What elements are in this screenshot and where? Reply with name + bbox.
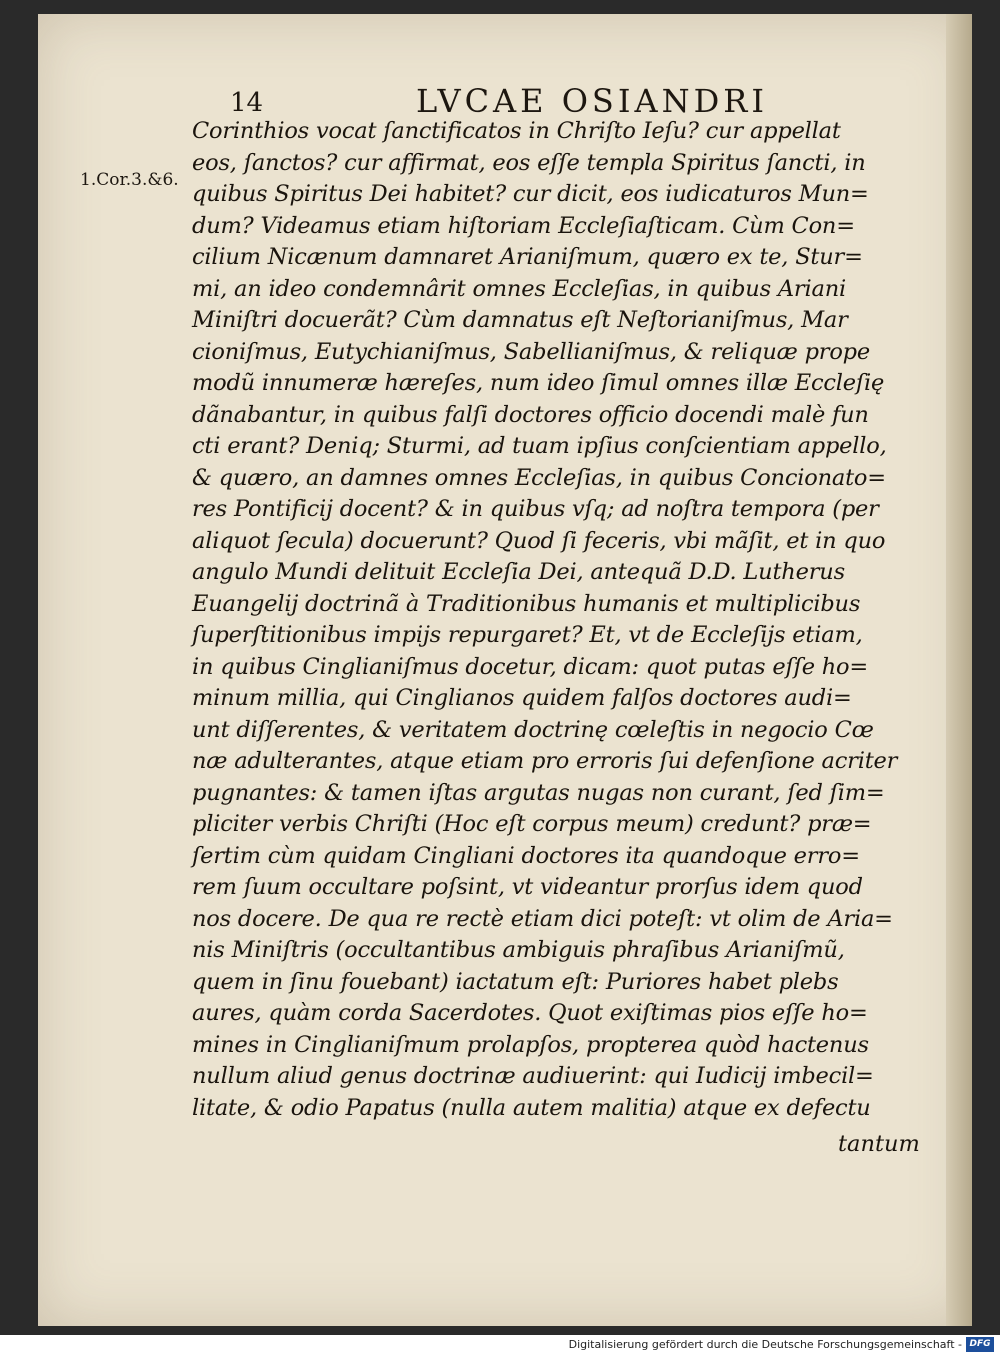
text-line: Euangelij doctrinã à Traditionibus humanis et multiplicibus — [192, 590, 861, 617]
text-line: & quæro, an damnes omnes Eccleſias, in quibus Concionato= — [192, 464, 886, 491]
text-line: ſertim cùm quidam Cingliani doctores ita quandoque erro= — [192, 842, 860, 869]
text-line: nos docere. De qua re rectè etiam dici poteſt: vt olim de Aria= — [192, 905, 893, 932]
footer-bar — [0, 1335, 1000, 1355]
catchword: tantum — [838, 1131, 920, 1157]
text-line: cilium Nicænum damnaret Arianiſmum, quæro ex te, Stur= — [192, 244, 863, 270]
text-line: aliquot ſecula) docuerunt? Quod ſi feceris, vbi mãſit, et in quo — [192, 527, 886, 554]
text-line: quem in ſinu fouebant) iactatum eſt: Puriores habet plebs — [192, 968, 839, 995]
text-line: mi, an ideo condemnârit omnes Eccleſias, in quibus Ariani — [192, 275, 846, 302]
text-line: ſuperſtitionibus impijs repurgaret? Et, vt de Eccleſijs etiam, — [192, 622, 863, 648]
text-line: mines in Cinglianiſmum prolapſos, propterea quòd hactenus — [192, 1031, 869, 1058]
page-header — [38, 76, 972, 120]
running-head: LVCAE OSIANDRI — [416, 82, 768, 120]
text-line: Corinthios vocat ſanctificatos in Chriſto Ieſu? cur appellat — [192, 118, 841, 144]
text-line: quibus Spiritus Dei habitet? cur dicit, eos iudicaturos Mun= — [192, 181, 869, 207]
text-line: næ adulterantes, atque etiam pro erroris ſui defenſione acriter — [192, 748, 898, 774]
text-line: eos, ſanctos? cur affirmat, eos eſſe templa Spiritus ſancti, in — [192, 149, 866, 176]
text-line: nis Miniſtris (occultantibus ambiguis phraſibus Arianiſmũ, — [192, 937, 845, 963]
text-line: unt diſſerentes, & veritatem doctrinę cœleſtis in negocio Cœ — [192, 716, 874, 743]
text-line: angulo Mundi delituit Eccleſia Dei, antequã D.D. Lutherus — [192, 559, 845, 585]
text-line: cioniſmus, Eutychianiſmus, Sabellianiſmus, & reliquæ prope — [192, 338, 871, 365]
text-line: in quibus Cinglianiſmus docetur, dicam: quot putas eſſe ho= — [192, 653, 869, 680]
text-line: res Pontificij docent? & in quibus vſq; ad noſtra tempora (per — [192, 496, 879, 522]
page-gutter-shadow — [946, 14, 972, 1326]
text-line: modũ innumeræ hæreſes, num ideo ſimul omnes illæ Eccleſię — [192, 370, 885, 396]
text-line: pliciter verbis Chriſti (Hoc eſt corpus meum) credunt? præ= — [192, 811, 872, 837]
text-line: Miniſtri docuerãt? Cùm damnatus eſt Neſtorianiſmus, Mar — [192, 307, 848, 333]
text-line: dãnabantur, in quibus falſi doctores officio docendi malè fun — [192, 401, 869, 428]
text-line: cti erant? Deniq; Sturmi, ad tuam ipſius conſcientiam appello, — [192, 433, 887, 459]
body-text — [192, 116, 898, 1124]
margin-note: 1.Cor.3.&6. — [80, 170, 179, 190]
text-line: aures, quàm corda Sacerdotes. Quot exiſtimas pios eſſe ho= — [192, 1000, 868, 1026]
text-line: pugnantes: & tamen iſtas argutas nugas non curant, ſed ſim= — [192, 779, 885, 806]
page-number: 14 — [230, 88, 264, 118]
text-line: dum? Videamus etiam hiſtoriam Eccleſiaſticam. Cùm Con= — [192, 212, 855, 239]
text-line: minum millia, qui Cinglianos quidem falſos doctores audi= — [192, 685, 852, 711]
text-line: rem ſuum occultare poſsint, vt videantur prorſus idem quod — [192, 874, 863, 900]
text-line: nullum aliud genus doctrinæ audiuerint: qui Iudicij imbecil= — [192, 1063, 874, 1089]
text-line: litate, & odio Papatus (nulla autem malitia) atque ex defectu — [192, 1094, 871, 1121]
dfg-logo-icon: DFG — [966, 1337, 994, 1352]
footer-credit: Digitalisierung gefördert durch die Deutsche Forschungsgemeinschaft - — [568, 1338, 962, 1351]
